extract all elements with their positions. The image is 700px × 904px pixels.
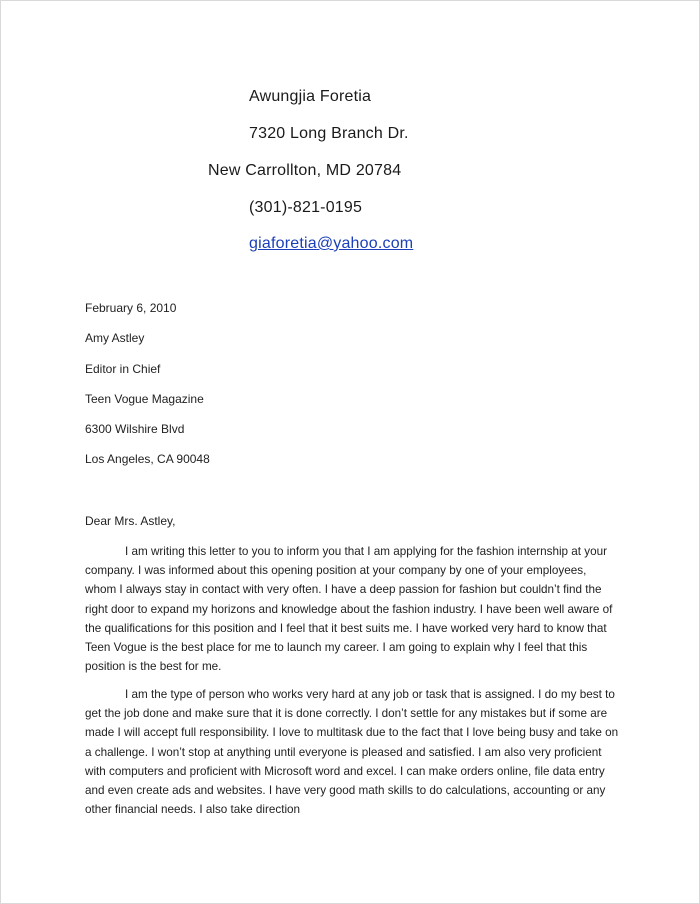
sender-city: New Carrollton, MD 20784 [208,162,402,179]
recipient-city: Los Angeles, CA 90048 [85,452,210,467]
recipient-block [85,300,210,482]
salutation: Dear Mrs. Astley, [85,514,176,528]
recipient-company: Teen Vogue Magazine [85,391,204,406]
recipient-name: Amy Astley [85,331,145,346]
recipient-street: 6300 Wilshire Blvd [85,422,185,437]
sender-street: 7320 Long Branch Dr. [249,125,409,142]
sender-phone: (301)-821-0195 [249,199,363,216]
body-paragraph-2: I am the type of person who works very hard at any job or task that is assigned. I do my best to get the job done and make sure that it is done correctly. I don’t settle for any mistakes but if some are made I will accept full responsibility. I love to multitask due to the fact that I love being busy and take on a challenge. I won’t stop at anything until everyone is pleased and satisfied. I am also very proficient with computers and proficient with Microsoft word and excel. I can make orders online, file data entry and even create ads and websites. I have very good math skills to do calculations, accounting or any other financial needs. I also take direction [85,688,619,817]
sender-email-link[interactable]: giaforetia@yahoo.com [249,235,414,252]
sender-name: Awungjia Foretia [249,88,372,105]
recipient-title: Editor in Chief [85,361,161,376]
letter-date: February 6, 2010 [85,301,177,315]
body-paragraph-1: I am writing this letter to you to inform you that I am applying for the fashion internship at your company. I was informed about this opening position at your company by one of your employees, whom I always stay in contact with very often. I have a deep passion for fashion but couldn’t find the right door to expand my horizons and knowledge about the fashion industry. I have been well aware of the qualifications for this position and I feel that it best suits me. I have worked very hard to know that Teen Vogue is the best place for me to launch my career. I am going to explain why I feel that this position is the best for me. [85,545,613,674]
